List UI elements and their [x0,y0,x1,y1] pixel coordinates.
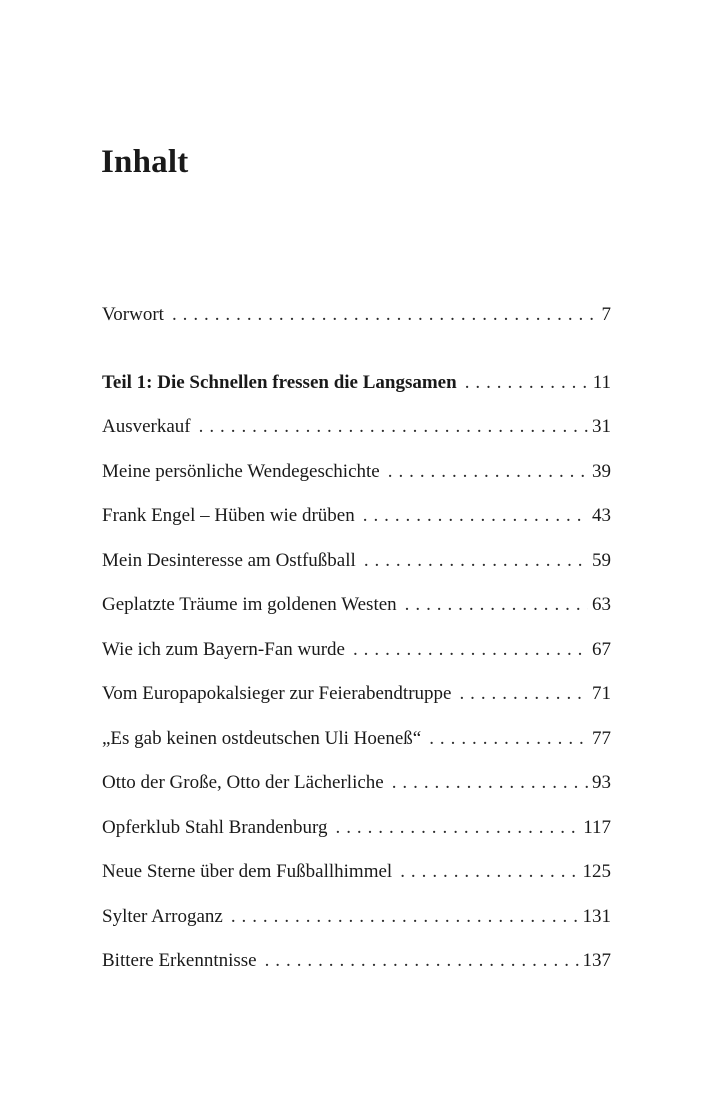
dot-leader [265,951,579,970]
dot-leader [429,729,588,748]
toc-entry [102,506,611,551]
toc-entry [102,951,611,996]
toc-entry-page: 43 [592,505,611,526]
page-title: Inhalt [101,144,189,180]
toc-entry-page: 11 [592,371,611,393]
toc-entry-title: Geplatzte Träume im goldenen Westen [102,594,397,615]
toc-entry-page: 77 [592,727,611,749]
toc-entry-title: Teil 1: Die Schnellen fressen die Langsamen [102,371,457,393]
dot-leader [392,773,588,792]
toc-entry-title: Ausverkauf [102,416,191,437]
dot-leader [388,462,588,481]
toc-entry-page: 93 [592,772,611,793]
dot-leader [199,417,588,436]
toc-entry-title: „Es gab keinen ostdeutschen Uli Hoeneß“ [102,727,422,749]
toc-entry-page: 39 [592,460,611,482]
toc-entry-title: Mein Desinteresse am Ostfußball [102,549,356,571]
toc-entry-page: 117 [583,816,611,838]
dot-leader [459,684,588,703]
toc-entry-page: 31 [592,416,611,437]
dot-leader [353,640,588,659]
toc-entry-vorwort [102,305,611,350]
dot-leader [172,305,598,324]
toc-entry-page: 137 [582,950,611,971]
toc-entry-page: 71 [592,683,611,704]
toc-entry-title: Sylter Arroganz [102,905,223,927]
toc-entry [102,551,611,596]
toc-entry-title: Otto der Große, Otto der Lächerliche [102,772,384,793]
dot-leader [336,818,580,837]
dot-leader [363,506,588,525]
dot-leader [405,595,588,614]
toc-entry-page: 59 [592,549,611,571]
toc-entry [102,462,611,507]
toc-entry-page: 131 [582,905,611,927]
toc-entry-title: Meine persönliche Wendegeschichte [102,460,380,482]
toc-entry-title: Bittere Erkenntnisse [102,950,257,971]
dot-leader [400,862,578,881]
dot-leader [231,907,579,926]
toc-entry-page: 125 [582,861,611,882]
toc-entry [102,684,611,729]
dot-leader [465,373,589,392]
toc-entry-page: 7 [601,304,611,325]
dot-leader [364,551,588,570]
table-of-contents [102,305,611,996]
toc-entry-page: 67 [592,638,611,660]
toc-entry-title: Vorwort [102,304,164,325]
toc-entry [102,773,611,818]
toc-entry [102,595,611,640]
toc-entry [102,640,611,685]
toc-entry-page: 63 [592,594,611,615]
toc-entry [102,818,611,863]
toc-entry-title: Vom Europapokalsieger zur Feierabendtruppe [102,683,452,704]
toc-entry [102,417,611,462]
toc-entry-title: Wie ich zum Bayern-Fan wurde [102,638,345,660]
toc-entry [102,729,611,774]
toc-entry-title: Frank Engel – Hüben wie drüben [102,505,355,526]
toc-entry-part-1 [102,373,611,418]
toc-entry [102,907,611,952]
toc-entry [102,862,611,907]
toc-entry-title: Neue Sterne über dem Fußballhimmel [102,861,393,882]
toc-entry-title: Opferklub Stahl Brandenburg [102,816,328,838]
